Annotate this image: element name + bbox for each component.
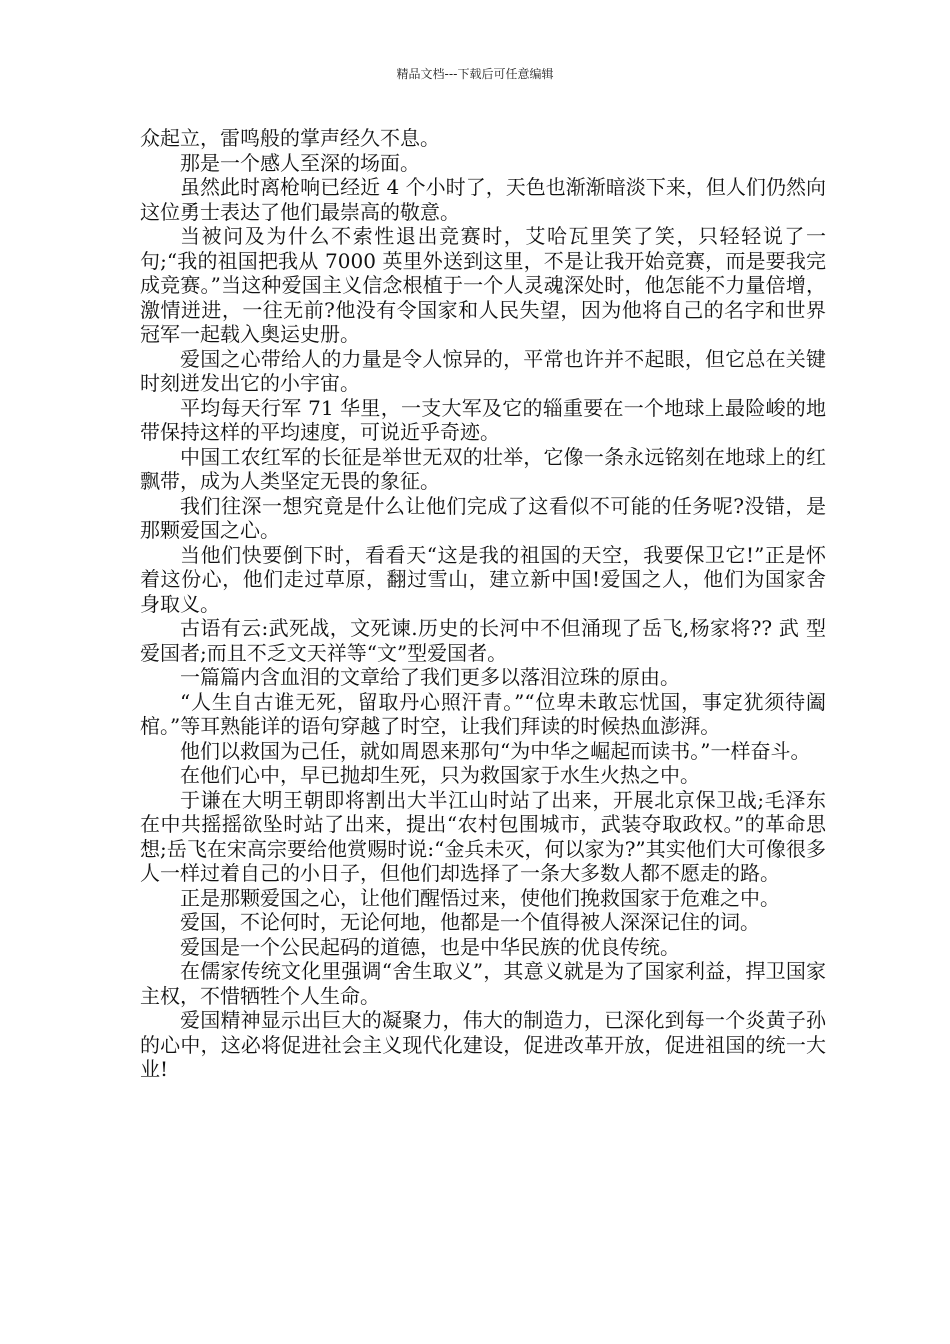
paragraph: 当被问及为什么不索性退出竞赛时，艾哈瓦里笑了笑，只轻轻说了一句;“我的祖国把我从 7000 英里外送到这里，不是让我开始竞赛，而是要我完成竞赛。”当这种爱国主义信念根植于一个人灵魂深处时，他怎能不力量倍增，激情迸进，一往无前?他没有令国家和人民失望，因为他将自己的名字和世界冠军一起载入奥运史册。	[140, 224, 826, 346]
paragraph: 爱国是一个公民起码的道德，也是中华民族的优良传统。	[180, 934, 680, 959]
paragraph: 中国工农红军的长征是举世无双的壮举，它像一条永远铭刻在地球上的红飘带，成为人类坚定无畏的象征。	[140, 444, 826, 493]
paragraph: 在他们心中，早已抛却生死，只为救国家于水生火热之中。	[180, 763, 700, 787]
paragraph: 平均每天行军 71 华里，一支大军及它的辎重要在一个地球上最险峻的地带保持这样的平均速度，可说近乎奇迹。	[140, 395, 826, 444]
paragraph: 在儒家传统文化里强调“舍生取义”，其意义就是为了国家利益，捍卫国家主权，不惜牺牲个人生命。	[140, 959, 826, 1008]
paragraph: 爱国，不论何时，无论何地，他都是一个值得被人深深记住的词。	[180, 910, 760, 934]
paragraph: 他们以救国为己任，就如周恩来那句“为中华之崛起而读书。”一样奋斗。	[180, 738, 811, 763]
page-header: 精品文档---下载后可任意编辑	[396, 67, 554, 81]
paragraph: 当他们快要倒下时，看看天“这是我的祖国的天空，我要保卫它!”正是怀着这份心，他们走过草原，翻过雪山，建立新中国!爱国之人，他们为国家舍身取义。	[140, 542, 826, 616]
paragraph: 虽然此时离枪响已经近 4 个小时了，天色也渐渐暗淡下来，但人们仍然向这位勇士表达了他们最崇高的敬意。	[140, 175, 826, 224]
paragraph: 爱国之心带给人的力量是令人惊异的，平常也许并不起眼，但它总在关键时刻迸发出它的小宇宙。	[140, 346, 826, 395]
article-body	[140, 126, 826, 1082]
paragraph: 我们往深一想究竟是什么让他们完成了这看似不可能的任务呢?没错，是那颗爱国之心。	[140, 493, 826, 542]
paragraph: 众起立，雷鸣般的掌声经久不息。	[140, 126, 440, 150]
paragraph: 那是一个感人至深的场面。	[180, 150, 420, 175]
paragraph: 古语有云:武死战，文死谏.历史的长河中不但涌现了岳飞,杨家将?? 武 型爱国者;而且不乏文天祥等“文”型爱国者。	[140, 616, 826, 665]
paragraph: “人生自古谁无死，留取丹心照汗青。”“位卑未敢忘忧国，事定犹须待阖棺。”等耳熟能详的语句穿越了时空，让我们拜读的时候热血澎湃。	[140, 689, 826, 738]
paragraph: 一篇篇内含血泪的文章给了我们更多以落泪泣珠的原由。	[180, 665, 680, 689]
paragraph: 爱国精神显示出巨大的凝聚力，伟大的制造力，已深化到每一个炎黄子孙的心中，这必将促进社会主义现代化建设，促进改革开放，促进祖国的统一大业!	[140, 1008, 826, 1081]
paragraph: 于谦在大明王朝即将割出大半江山时站了出来，开展北京保卫战;毛泽东在中共摇摇欲坠时站了出来，提出“农村包围城市，武装夺取政权。”的革命思想;岳飞在宋高宗要给他赏赐时说:“金兵未灭，何以家为?”其实他们大可像很多人一样过着自己的小日子，但他们却选择了一条大多数人都不愿走的路。	[140, 787, 826, 885]
paragraph: 正是那颗爱国之心，让他们醒悟过来，使他们挽救国家于危难之中。	[180, 885, 780, 910]
